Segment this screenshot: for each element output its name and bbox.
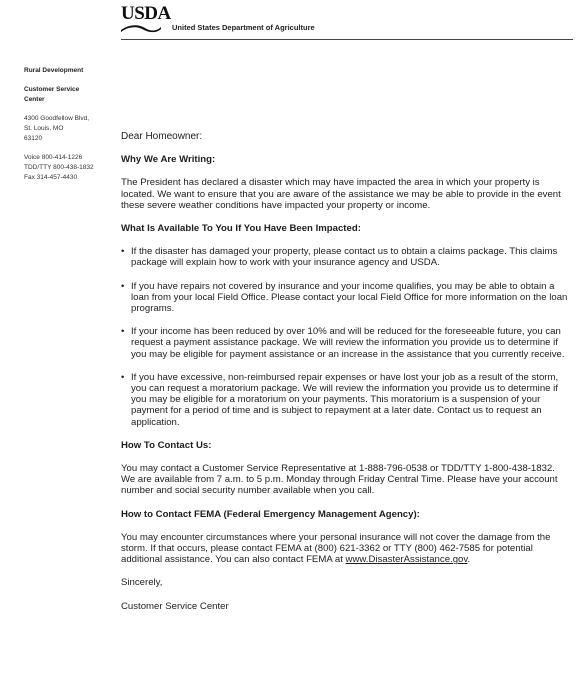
fema-end: . bbox=[467, 554, 471, 566]
header-rule bbox=[121, 39, 573, 40]
list-item: • If you have repairs not covered by insurance and your income qualifies, you may be able to obtain a loan from your local Field Office. Please contact your local Field Office for more information on the loan programs. bbox=[121, 281, 569, 315]
sidebar bbox=[24, 66, 116, 192]
why-paragraph: The President has declared a disaster which may have impacted the area in which your property is located. We want to ensure that you are aware of the assistance we may be able to provide in the event these severe weather conditions have impacted your property or income. bbox=[121, 177, 561, 211]
list-item: • If you have excessive, non-reimbursed repair expenses or have lost your job as a result of the storm, you can request a moratorium package. We will review the information you provide us to determine if you may be eligible for a moratorium on your payments. This moratorium is a suspension of your payment for a period of time and is subject to repayment at a later date. Contact us to request an application. bbox=[121, 372, 569, 428]
fema-paragraph bbox=[121, 532, 569, 566]
usda-logo bbox=[121, 3, 171, 34]
center-line-2: Center bbox=[24, 96, 45, 103]
office-label: Rural Development bbox=[24, 67, 84, 74]
address-line-3: 63120 bbox=[24, 135, 43, 142]
fema-text: You may encounter circumstances where your personal insurance will not cover the damage from the storm. If that occurs, please contact FEMA at (800) 621-3362 or TTY (800) 462-7585 for potential additional assistance. You can also contact FEMA at bbox=[121, 531, 551, 566]
list-item: • If the disaster has damaged your property, please contact us to obtain a claims package. This claims package will explain how to work with your insurance agency and USDA. bbox=[121, 246, 569, 268]
voice-number: Voice 800-414-1226 bbox=[24, 154, 83, 161]
why-heading: Why We Are Writing: bbox=[121, 154, 216, 166]
assistance-list bbox=[121, 246, 569, 428]
signature: Customer Service Center bbox=[121, 600, 229, 612]
contact-heading: How To Contact Us: bbox=[121, 439, 212, 451]
disaster-assistance-link[interactable]: www.DisasterAssistance.gov bbox=[345, 554, 468, 566]
letter-body bbox=[121, 131, 569, 612]
phone-block bbox=[24, 153, 116, 183]
tty-number: TDD/TTY 800-438-1832 bbox=[24, 164, 94, 171]
center-line-1: Customer Service bbox=[24, 86, 80, 93]
closing: Sincerely, bbox=[121, 577, 163, 589]
fax-number: Fax 314-457-4430 bbox=[24, 174, 78, 181]
salutation: Dear Homeowner: bbox=[121, 131, 203, 142]
fema-heading: How to Contact FEMA (Federal Emergency Management Agency): bbox=[121, 508, 420, 520]
usda-logo-swoosh-icon bbox=[121, 23, 161, 33]
list-item: • If your income has been reduced by over 10% and will be reduced for the foreseeable future, you can request a payment assistance package. We will review the information you provide us to determine if you may be eligible for payment assistance or an increase in the assistance that you currently receive. bbox=[121, 326, 569, 360]
office-name bbox=[24, 66, 116, 76]
contact-paragraph: You may contact a Customer Service Representative at 1-888-796-0538 or TDD/TTY 1-800-438-1832. We are available from 7 a.m. to 5 p.m. Monday through Friday Central Time. Please have your account number and social security number available when you call. bbox=[121, 463, 558, 497]
center-name bbox=[24, 85, 116, 105]
address-line-2: St. Louis, MO bbox=[24, 125, 64, 132]
address-block bbox=[24, 114, 116, 144]
usda-logo-text: USDA bbox=[121, 3, 171, 24]
agency-name: United States Department of Agriculture bbox=[172, 23, 315, 32]
available-heading: What Is Available To You If You Have Been Impacted: bbox=[121, 223, 361, 235]
address-line-1: 4300 Goodfellow Blvd, bbox=[24, 115, 90, 122]
